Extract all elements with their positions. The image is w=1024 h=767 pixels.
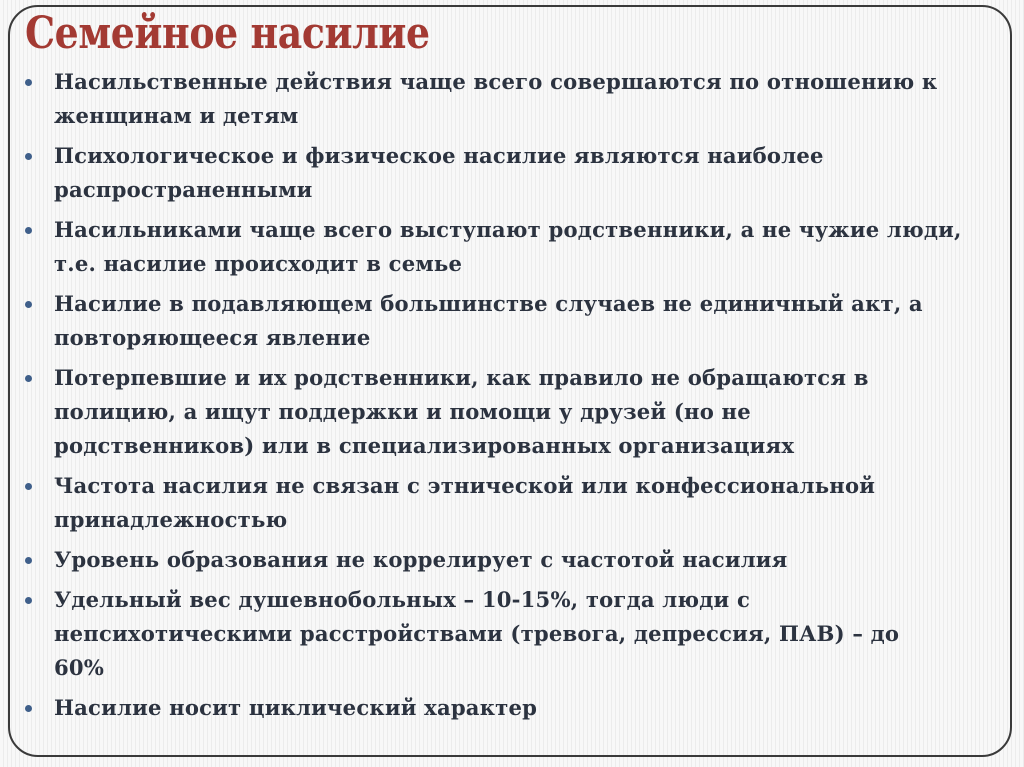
bullet-dot-icon	[25, 79, 32, 86]
bullet-item	[20, 66, 1020, 134]
bullet-line: распространенными	[54, 178, 313, 203]
bullet-line: женщинам и детям	[54, 104, 299, 129]
bullet-dot-icon	[25, 375, 32, 382]
bullet-item	[20, 692, 1020, 726]
bullet-item	[20, 362, 1020, 464]
bullet-dot-icon	[25, 301, 32, 308]
bullet-dot-icon	[25, 705, 32, 712]
bullet-line: Психологическое и физическое насилие являются наиболее	[54, 144, 824, 169]
bullet-text	[54, 140, 1020, 208]
bullet-item	[20, 584, 1020, 686]
bullet-line: полицию, а ищут поддержки и помощи у друзей (но не	[54, 400, 751, 425]
bullet-line: Насильственные действия чаще всего совершаются по отношению к	[54, 70, 938, 95]
bullet-text	[54, 66, 1020, 134]
bullet-text	[54, 288, 1020, 356]
bullet-text	[54, 362, 1020, 464]
bullet-item	[20, 470, 1020, 538]
bullet-dot-icon	[25, 153, 32, 160]
bullet-text	[54, 470, 1020, 538]
bullet-text	[54, 544, 1020, 578]
bullet-line: повторяющееся явление	[54, 326, 371, 351]
bullet-dot-icon	[25, 227, 32, 234]
bullet-item	[20, 288, 1020, 356]
bullet-line: Уровень образования не коррелирует с частотой насилия	[54, 548, 788, 573]
slide-title: Семейное насилие	[25, 8, 430, 59]
bullet-dot-icon	[25, 483, 32, 490]
bullet-line: Насильниками чаще всего выступают родственники, а не чужие люди,	[54, 218, 962, 243]
bullet-item	[20, 214, 1020, 282]
bullet-line: Насилие носит циклический характер	[54, 696, 538, 721]
bullet-dot-icon	[25, 597, 32, 604]
bullet-text	[54, 584, 1020, 686]
bullet-line: непсихотическими расстройствами (тревога, депрессия, ПАВ) – до	[54, 622, 900, 647]
bullet-line: принадлежностью	[54, 508, 288, 533]
bullet-line: т.е. насилие происходит в семье	[54, 252, 463, 277]
bullet-line: Насилие в подавляющем большинстве случаев не единичный акт, а	[54, 292, 923, 317]
bullet-line: Потерпевшие и их родственники, как правило не обращаются в	[54, 366, 869, 391]
bullet-item	[20, 140, 1020, 208]
bullet-list	[20, 66, 1020, 732]
bullet-line: Частота насилия не связан с этнической или конфессиональной	[54, 474, 876, 499]
bullet-text	[54, 214, 1020, 282]
bullet-line: 60%	[54, 656, 105, 681]
bullet-text	[54, 692, 1020, 726]
bullet-line: родственников) или в специализированных организациях	[54, 434, 795, 459]
bullet-item	[20, 544, 1020, 578]
bullet-dot-icon	[25, 557, 32, 564]
bullet-line: Удельный вес душевнобольных – 10-15%, тогда люди с	[54, 588, 751, 613]
